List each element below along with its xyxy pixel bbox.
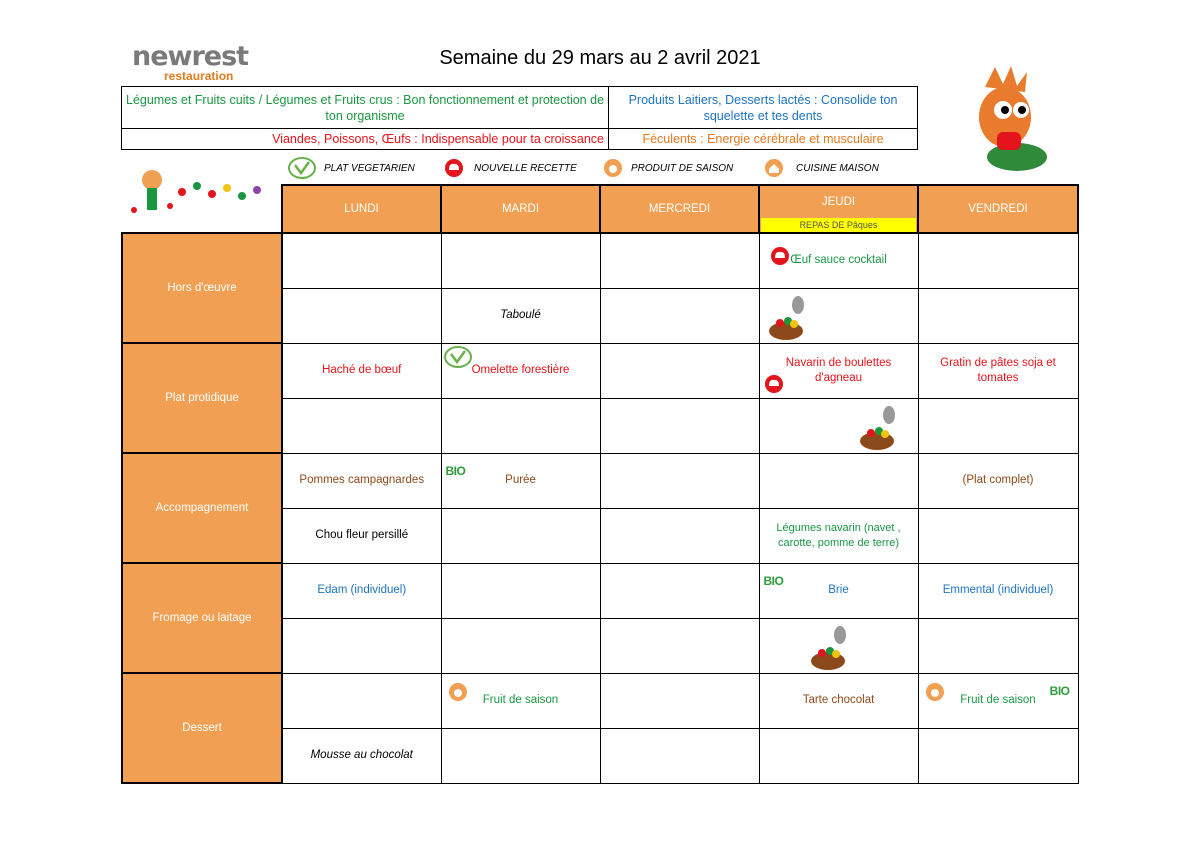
day-mardi: MARDI [441,185,600,233]
menu-cell [759,398,918,453]
day-jeudi [759,185,918,233]
grid-corner [122,185,282,233]
menu-cell [918,673,1078,728]
bio-icon: BIO [763,573,784,588]
dish-edam: Edam (individuel) [282,563,441,618]
dish-brie: Brie [828,584,849,596]
menu-cell [441,673,600,728]
house-icon [764,158,784,178]
dish-gratin-pates: Gratin de pâtes soja et tomates [918,343,1078,398]
dish-legumes-navarin: Légumes navarin (navet , carotte, pomme de terre) [759,508,918,563]
legend-homemade [764,155,879,181]
dish-fruit-saison-vendredi: Fruit de saison [960,694,1036,706]
dish-fruit-saison: Fruit de saison [482,694,559,706]
category-plat-protidique: Plat protidique [122,343,282,453]
day-jeudi-label: JEUDI [821,195,856,208]
dish-mousse-chocolat: Mousse au chocolat [282,728,441,783]
legend-vegetarian [288,155,415,181]
easter-basket-icon [806,621,850,671]
menu-cell [441,343,600,398]
day-mercredi: MERCREDI [600,185,759,233]
menu-cell [441,453,600,508]
vegetarian-icon [444,346,474,368]
legend-new-recipe-label: NOUVELLE RECETTE [474,162,577,174]
paques-note: REPAS DE Pâques [761,218,916,232]
dish-omelette: Omelette forestière [471,364,570,376]
dish-hache-boeuf: Haché de bœuf [282,343,441,398]
dish-navarin: Navarin de boulettes d'agneau [785,356,892,384]
day-vendredi: VENDREDI [918,185,1078,233]
seasonal-icon [448,682,468,702]
legend-vegetarian-label: PLAT VEGETARIEN [324,162,415,174]
nutrition-legend [121,86,918,150]
seasonal-icon [603,158,623,178]
dish-chou-fleur: Chou fleur persillé [282,508,441,563]
easter-basket-icon [764,291,808,341]
category-accompagnement: Accompagnement [122,453,282,563]
legend-new-recipe [444,155,577,181]
category-dessert: Dessert [122,673,282,783]
dish-taboule: Taboulé [441,288,600,343]
menu-cell [759,343,918,398]
legend-homemade-label: CUISINE MAISON [796,162,879,174]
bio-icon: BIO [1049,683,1070,698]
menu-cell [759,233,918,288]
legend-seasonal [603,155,733,181]
dish-pommes-campagnardes: Pommes campagnardes [282,453,441,508]
mascot-illustration [955,62,1070,177]
vegetarian-icon [288,157,318,179]
logo-sub-text: restauration [164,69,234,83]
dish-emmental: Emmental (individuel) [918,563,1078,618]
legend-veg-fruits: Légumes et Fruits cuits / Légumes et Fruits crus : Bon fonctionnement et protection de ton organisme [122,87,609,129]
legend-starches: Féculents : Energie cérébrale et musculaire [609,129,918,150]
legend-dairy: Produits Laitiers, Desserts lactés : Consolide ton squelette et tes dents [609,87,918,129]
logo-main-text: newrest [132,41,249,72]
bio-icon: BIO [445,463,466,478]
chef-hat-icon [444,158,464,178]
easter-basket-icon [855,401,899,451]
menu-cell [759,288,918,343]
chef-hat-icon [770,246,790,266]
chef-hat-icon [764,374,784,394]
newrest-logo [132,41,249,86]
menu-cell [759,563,918,618]
dish-puree: Purée [505,474,536,486]
legend-proteins: Viandes, Poissons, Œufs : Indispensable pour ta croissance [122,129,609,150]
category-fromage: Fromage ou laitage [122,563,282,673]
menu-grid [121,184,1077,787]
dish-oeuf-sauce: Œuf sauce cocktail [790,254,887,267]
day-lundi: LUNDI [282,185,441,233]
legend-seasonal-label: PRODUIT DE SAISON [631,162,734,174]
page-title: Semaine du 29 mars au 2 avril 2021 [439,47,761,69]
dish-plat-complet: (Plat complet) [918,453,1078,508]
category-hors-oeuvre: Hors d'œuvre [122,233,282,343]
dish-tarte-chocolat: Tarte chocolat [759,673,918,728]
seasonal-icon [925,682,945,702]
menu-cell [759,618,918,673]
